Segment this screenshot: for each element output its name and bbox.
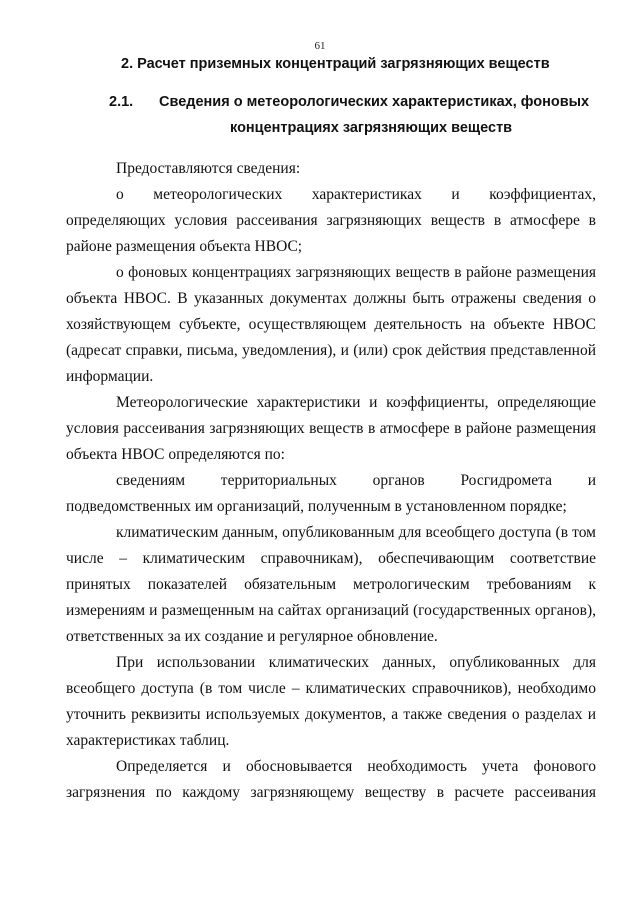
paragraph-meteo-info: о метеорологических характеристиках и коэффициентах, определяющих условия рассеивания загрязняющих веществ в атмосфере в районе размещения объекта НВОС; (66, 186, 596, 255)
paragraph-background-info: о фоновых концентрациях загрязняющих веществ в районе размещения объекта НВОС. В указанных документах должны быть отражены сведения о хозяйствующем субъекте, осуществляющем деятельность на объекте НВОС (адресат справки, письма, уведомления), и (или) срок действия представленной информации. (66, 264, 596, 385)
subsection-heading-line1: Сведения о метеорологических характеристиках, фоновых (159, 94, 590, 110)
paragraph-roshydromet: сведениям территориальных органов Росгидромета и подведомственных им организаций, полученным в установленном порядке; (66, 472, 596, 515)
subsection-heading-line2: концентрациях загрязняющих веществ (230, 120, 513, 136)
paragraph-climate-data: климатическим данным, опубликованным для всеобщего доступа (в том числе – климатическим справочникам), обеспечивающим соответствие принятых показателей обязательным метрологическим требованиям к измерениям и размещенным на сайтах организаций (государственных органов), ответственных за их создание и регулярное обновление. (66, 524, 596, 645)
document-body (66, 156, 596, 806)
subsection-number: 2.1. (109, 94, 134, 110)
paragraph-intro: Предоставляются сведения: (116, 160, 301, 177)
paragraph-background-pollution: Определяется и обосновывается необходимость учета фонового загрязнения по каждому загрязняющему веществу в расчете рассеивания (66, 758, 596, 801)
section-heading: 2. Расчет приземных концентраций загрязняющих веществ (121, 56, 550, 72)
paragraph-meteo-sources: Метеорологические характеристики и коэффициенты, определяющие условия рассеивания загрязняющих веществ в атмосфере в районе размещения объекта НВОС определяются по: (66, 394, 596, 463)
page-number: 61 (314, 40, 326, 52)
paragraph-requisites: При использовании климатических данных, опубликованных для всеобщего доступа (в том числе – климатических справочников), необходимо уточнить реквизиты используемых документов, а также сведения о разделах и характеристиках таблиц. (66, 654, 596, 749)
